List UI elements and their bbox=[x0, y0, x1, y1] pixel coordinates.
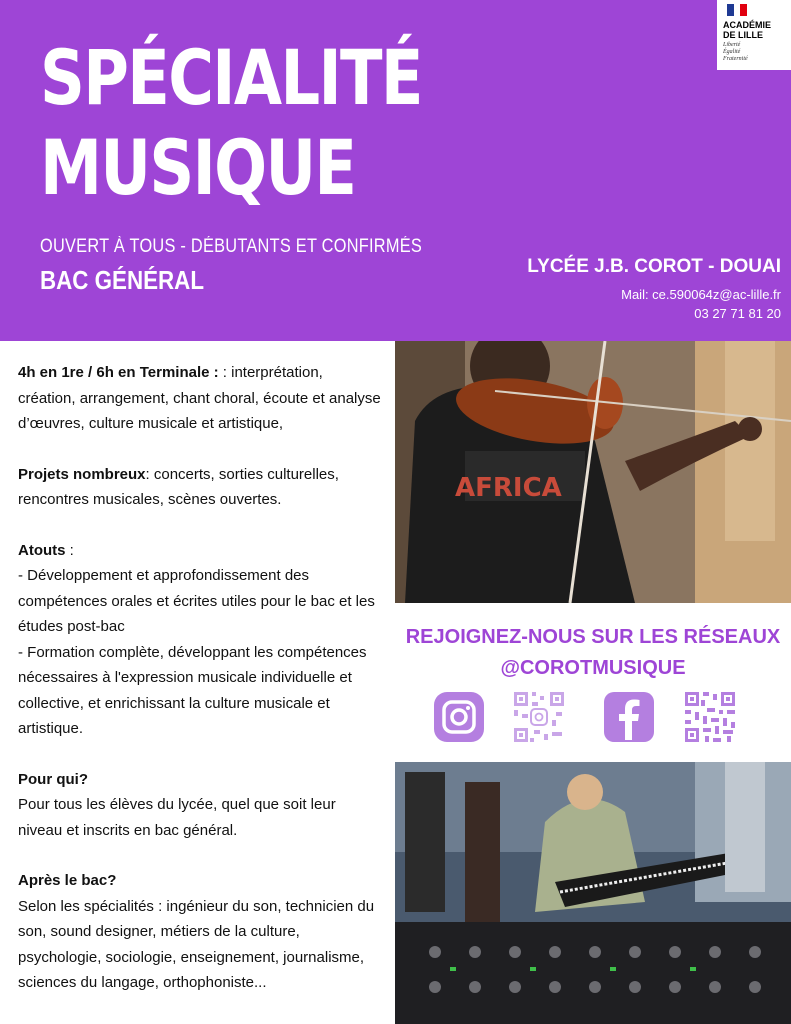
contact-phone[interactable]: 03 27 71 81 20 bbox=[694, 306, 781, 321]
projects-paragraph bbox=[18, 462, 383, 513]
instagram-icon[interactable] bbox=[432, 690, 486, 744]
pourqui-label: Pour qui? bbox=[18, 770, 88, 788]
projects-label: Projets nombreux bbox=[18, 465, 146, 483]
svg-text:AFRICA: AFRICA bbox=[455, 473, 562, 503]
bac-label: BAC GÉNÉRAL bbox=[40, 265, 204, 295]
band-photo bbox=[395, 762, 791, 1024]
qr-code-instagram[interactable] bbox=[512, 690, 566, 744]
hours-label: 4h en 1re / 6h en Terminale : bbox=[18, 364, 219, 381]
atouts-colon: : bbox=[65, 541, 74, 559]
contact-block bbox=[621, 285, 781, 323]
hours-text: : interprétation, création, arrangement, chant choral, écoute et analyse d’œuvres, culture musicale et artistique, bbox=[18, 364, 381, 432]
facebook-icon[interactable] bbox=[602, 690, 656, 744]
pourqui-text: Pour tous les élèves du lycée, quel que soit leur niveau et inscrits en bac général. bbox=[18, 796, 336, 839]
pourqui-paragraph bbox=[18, 767, 383, 844]
apres-text: Selon les spécialités : ingénieur du son, technicien du son, sound designer, métiers de la culture, psychologie, sociologie, enseignement, journalisme, sciences du langage, orthophoniste... bbox=[18, 897, 375, 991]
contact-mail[interactable]: Mail: ce.590064z@ac-lille.fr bbox=[621, 287, 781, 302]
description-text bbox=[18, 360, 383, 1021]
logo-motto: Liberté Égalité Fraternité bbox=[723, 42, 748, 62]
atouts-label: Atouts bbox=[18, 541, 66, 559]
title-line-1: SPÉCIALITÉ bbox=[40, 33, 422, 122]
subtitle: OUVERT À TOUS - DÉBUTANTS ET CONFIRMÉS bbox=[40, 236, 423, 257]
school-name: LYCÉE J.B. COROT - DOUAI bbox=[527, 256, 781, 277]
violinist-photo bbox=[395, 341, 791, 603]
violinist-illustration bbox=[395, 341, 791, 603]
atouts-item-2: - Formation complète, développant les compétences nécessaires à l'expression musicale individuelle et collective, et enrichissant la culture musicale et artistique. bbox=[18, 643, 367, 737]
hours-paragraph bbox=[18, 360, 383, 437]
apres-paragraph bbox=[18, 868, 383, 996]
social-invite bbox=[400, 622, 786, 684]
social-handle[interactable]: @COROTMUSIQUE bbox=[500, 657, 686, 679]
projects-text: : concerts, sorties culturelles, rencontres musicales, scènes ouvertes. bbox=[18, 465, 339, 508]
title-line-2: MUSIQUE bbox=[40, 123, 356, 212]
atouts-item-1: - Développement et approfondissement des compétences orales et écrites utiles pour le bac et les études post-bac bbox=[18, 567, 375, 635]
header-banner bbox=[0, 0, 791, 341]
atouts-paragraph bbox=[18, 538, 383, 742]
apres-label: Après le bac? bbox=[18, 872, 117, 889]
flag-icon bbox=[727, 4, 747, 16]
academie-logo bbox=[717, 0, 791, 70]
logo-text: ACADÉMIE DE LILLE bbox=[723, 20, 772, 40]
band-illustration bbox=[395, 762, 791, 1024]
social-line-1: REJOIGNEZ-NOUS SUR LES RÉSEAUX bbox=[405, 626, 781, 648]
qr-code-facebook[interactable] bbox=[683, 690, 737, 744]
